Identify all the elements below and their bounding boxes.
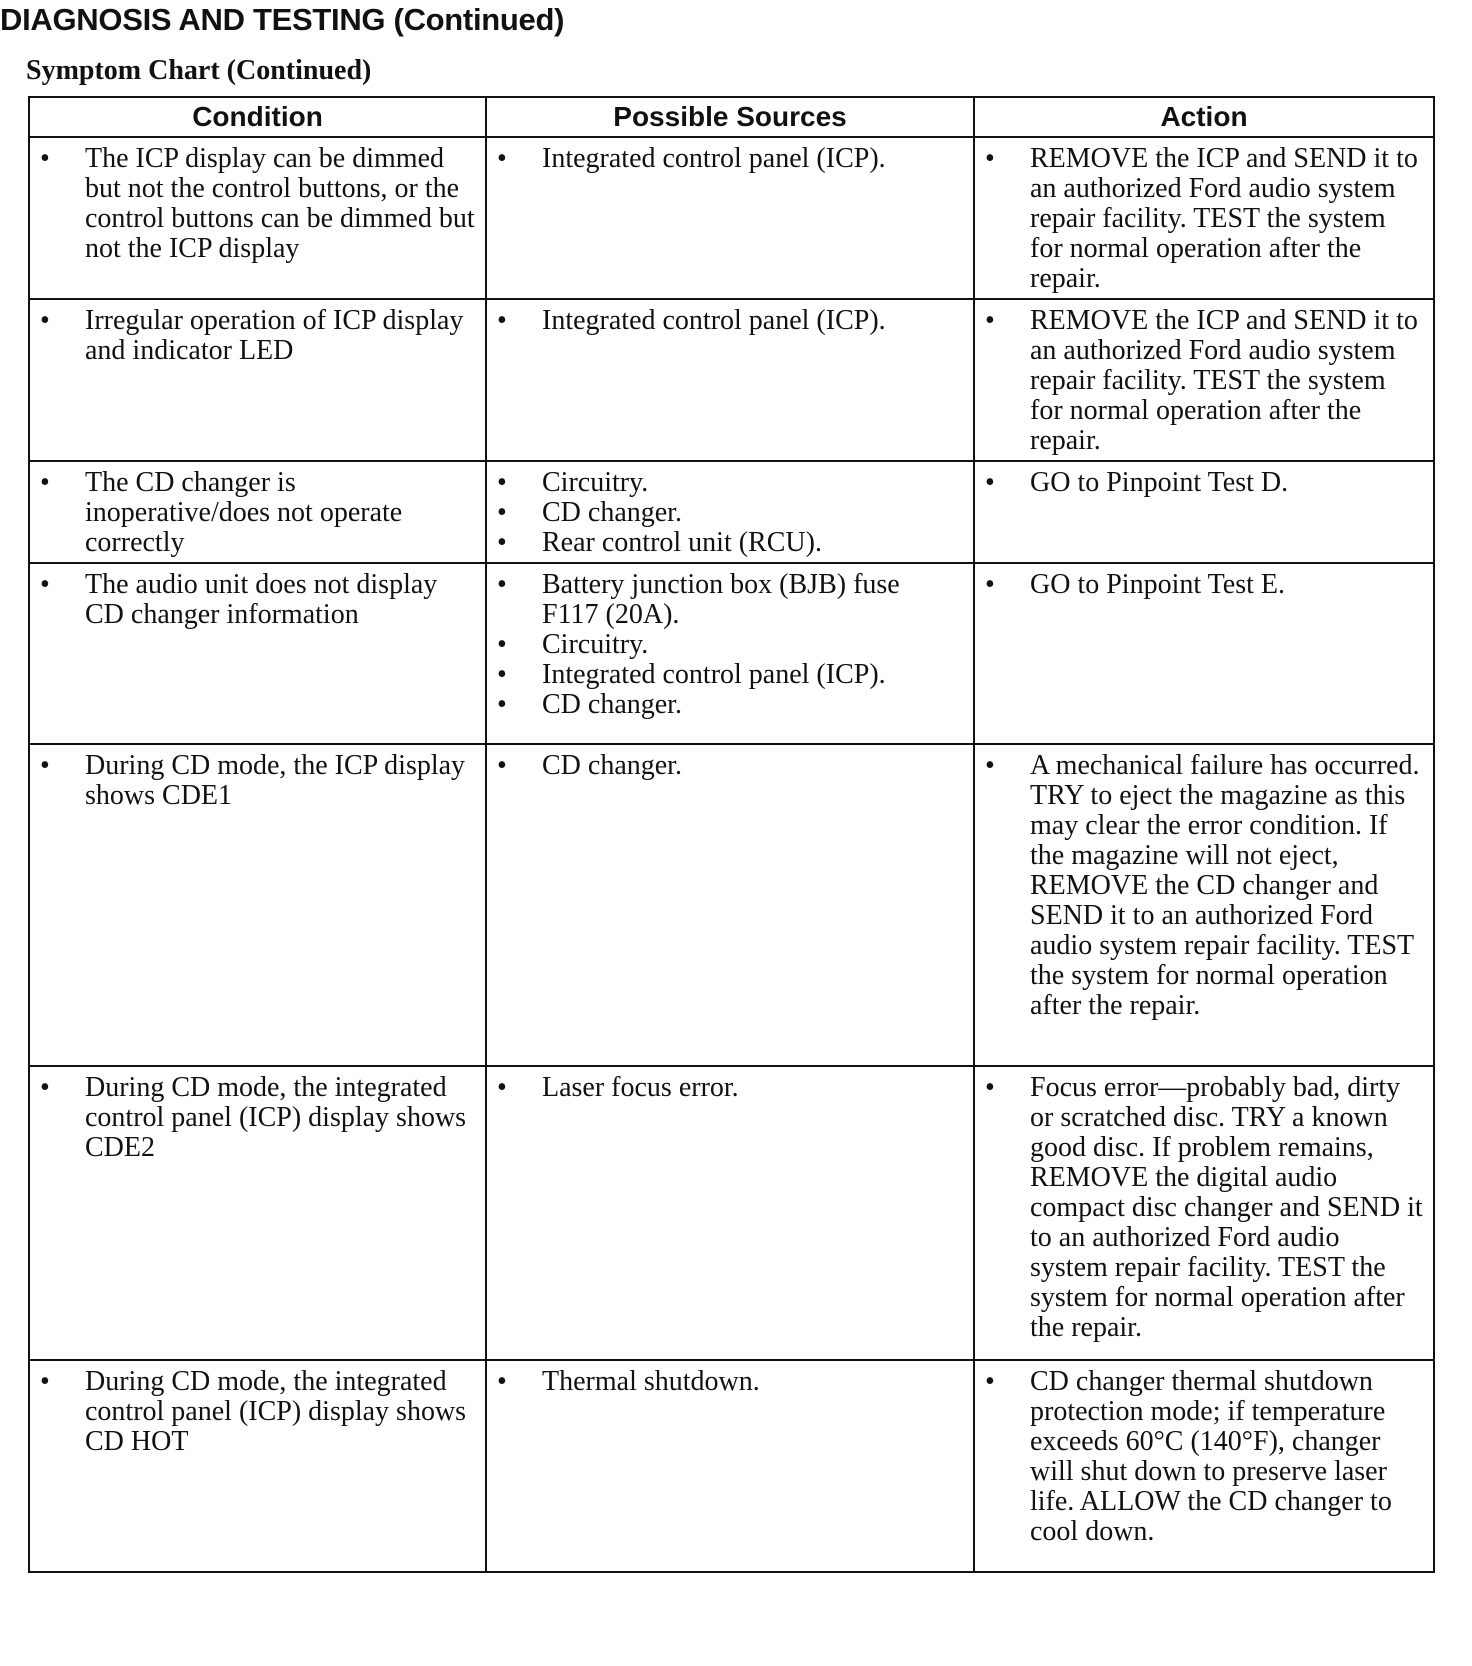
bullet-list — [40, 1073, 475, 1163]
bullet-item: • During CD mode, the ICP display shows CDE1 — [40, 751, 475, 811]
action-cell — [974, 461, 1434, 563]
bullet-item: • REMOVE the ICP and SEND it to an authorized Ford audio system repair facility. TEST the system for normal operation after the repair. — [985, 144, 1423, 294]
bullet-list — [985, 468, 1423, 498]
bullet-item: • The CD changer is inoperative/does not operate correctly — [40, 468, 475, 558]
bullet-item: • CD changer. — [497, 498, 963, 528]
bullet-item: • Integrated control panel (ICP). — [497, 144, 963, 174]
bullet-item: • Integrated control panel (ICP). — [497, 660, 963, 690]
action-cell — [974, 744, 1434, 1066]
table-row — [29, 1066, 1434, 1360]
bullet-item: • During CD mode, the integrated control panel (ICP) display shows CDE2 — [40, 1073, 475, 1163]
condition-column-header: Condition — [29, 97, 486, 137]
bullet-item: • GO to Pinpoint Test D. — [985, 468, 1423, 498]
table-row — [29, 1360, 1434, 1572]
bullet-item: • Focus error—probably bad, dirty or scratched disc. TRY a known good disc. If problem remains, REMOVE the digital audio compact disc changer and SEND it to an authorized Ford audio system repair facility. TEST the system for normal operation after the repair. — [985, 1073, 1423, 1343]
bullet-list — [497, 468, 963, 558]
bullet-list — [497, 144, 963, 174]
bullet-list — [40, 1367, 475, 1457]
action-cell — [974, 1066, 1434, 1360]
action-column-header: Action — [974, 97, 1434, 137]
condition-cell — [29, 1066, 486, 1360]
bullet-item: • A mechanical failure has occurred. TRY to eject the magazine as this may clear the error condition. If the magazine will not eject, REMOVE the CD changer and SEND it to an authorized Ford audio system repair facility. TEST the system for normal operation after the repair. — [985, 751, 1423, 1021]
condition-cell — [29, 1360, 486, 1572]
bullet-list — [40, 306, 475, 366]
action-cell — [974, 1360, 1434, 1572]
bullet-list — [40, 144, 475, 264]
possible-sources-cell — [486, 744, 974, 1066]
bullet-list — [985, 751, 1423, 1021]
symptom-chart-body — [29, 137, 1434, 1572]
bullet-list — [497, 1367, 963, 1397]
bullet-item: • CD changer. — [497, 751, 963, 781]
table-row — [29, 563, 1434, 744]
possible-sources-cell — [486, 461, 974, 563]
bullet-list — [985, 1367, 1423, 1547]
bullet-item: • CD changer thermal shutdown protection mode; if temperature exceeds 60°C (140°F), changer will shut down to preserve laser life. ALLOW the CD changer to cool down. — [985, 1367, 1423, 1547]
bullet-item: • Integrated control panel (ICP). — [497, 306, 963, 336]
bullet-item: • Circuitry. — [497, 468, 963, 498]
bullet-list — [985, 144, 1423, 294]
bullet-item: • Irregular operation of ICP display and indicator LED — [40, 306, 475, 366]
bullet-list — [497, 570, 963, 720]
bullet-list — [40, 570, 475, 630]
symptom-chart-table — [28, 96, 1435, 1573]
table-row — [29, 461, 1434, 563]
condition-cell — [29, 299, 486, 461]
bullet-list — [497, 751, 963, 781]
table-row — [29, 137, 1434, 299]
bullet-list — [40, 751, 475, 811]
bullet-item: • During CD mode, the integrated control panel (ICP) display shows CD HOT — [40, 1367, 475, 1457]
possible-sources-cell — [486, 137, 974, 299]
bullet-item: • REMOVE the ICP and SEND it to an authorized Ford audio system repair facility. TEST the system for normal operation after the repair. — [985, 306, 1423, 456]
symptom-chart-title: Symptom Chart (Continued) — [26, 55, 372, 86]
condition-cell — [29, 744, 486, 1066]
possible-sources-cell — [486, 563, 974, 744]
bullet-item: • Battery junction box (BJB) fuse F117 (20A). — [497, 570, 963, 630]
action-cell — [974, 563, 1434, 744]
bullet-item: • CD changer. — [497, 690, 963, 720]
bullet-item: • Laser focus error. — [497, 1073, 963, 1103]
table-row — [29, 744, 1434, 1066]
table-header-row — [29, 97, 1434, 137]
bullet-list — [497, 306, 963, 336]
bullet-list — [985, 306, 1423, 456]
bullet-list — [985, 570, 1423, 600]
bullet-item: • Circuitry. — [497, 630, 963, 660]
page-heading: DIAGNOSIS AND TESTING (Continued) — [0, 2, 565, 37]
bullet-list — [497, 1073, 963, 1103]
bullet-item: • The audio unit does not display CD changer information — [40, 570, 475, 630]
action-cell — [974, 137, 1434, 299]
possible-sources-cell — [486, 299, 974, 461]
possible-sources-cell — [486, 1360, 974, 1572]
action-cell — [974, 299, 1434, 461]
bullet-item: • Rear control unit (RCU). — [497, 528, 963, 558]
bullet-item: • The ICP display can be dimmed but not the control buttons, or the control buttons can be dimmed but not the ICP display — [40, 144, 475, 264]
bullet-item: • GO to Pinpoint Test E. — [985, 570, 1423, 600]
condition-cell — [29, 137, 486, 299]
condition-cell — [29, 461, 486, 563]
possible-sources-column-header: Possible Sources — [486, 97, 974, 137]
bullet-list — [40, 468, 475, 558]
table-row — [29, 299, 1434, 461]
bullet-list — [985, 1073, 1423, 1343]
possible-sources-cell — [486, 1066, 974, 1360]
condition-cell — [29, 563, 486, 744]
bullet-item: • Thermal shutdown. — [497, 1367, 963, 1397]
